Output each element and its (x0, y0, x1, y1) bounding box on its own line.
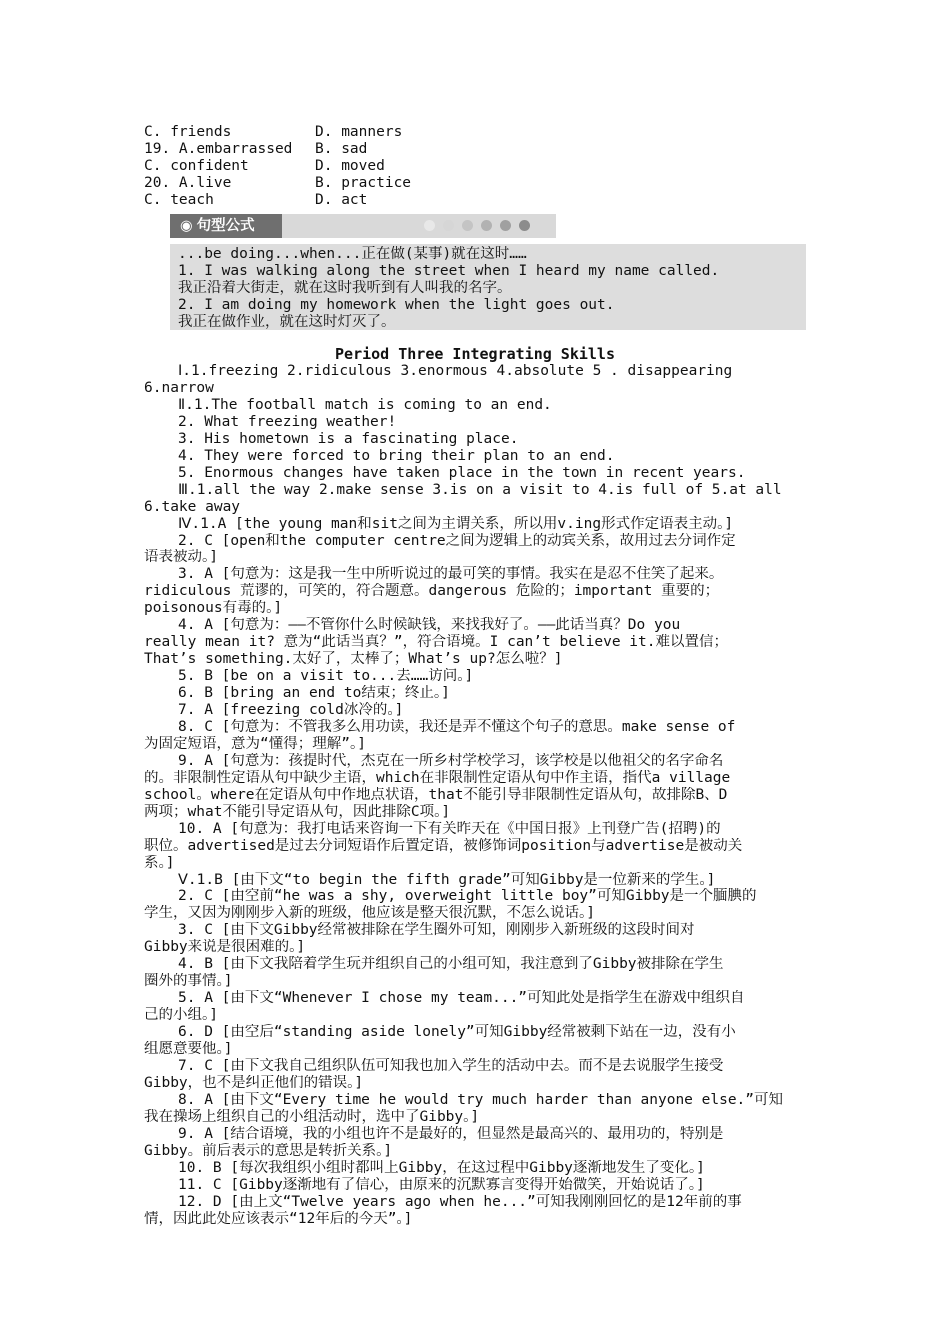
answer-line: ridiculous 荒谬的，可笑的，符合题意。dangerous 危险的；important 重要的； (144, 583, 720, 600)
answer-line: 情，因此此处应该表示“12年后的今天”。] (144, 1210, 413, 1227)
option-right: D. act (315, 192, 368, 208)
answer-line: Ⅱ.1.The football match is coming to an end. (178, 396, 552, 413)
dot-icon (500, 220, 511, 231)
answer-line: 11. C [Gibby逐渐地有了信心，由原来的沉默寡言变得开始微笑，开始说话了。] (178, 1176, 705, 1193)
option-left: 20. A.live (144, 175, 232, 191)
option-row (144, 175, 806, 192)
answer-line: 10. A [句意为：我打电话来咨询一下有关昨天在《中国日报》上刊登广告(招聘)的 (178, 820, 721, 837)
answer-line: 己的小组。] (144, 1007, 218, 1024)
pattern-line: 1. I was walking along the street when I heard my name called. (178, 263, 720, 279)
answer-line: 8. A [由下文“Every time he would try much harder than anyone else.”可知 (178, 1091, 784, 1108)
option-right: B. sad (315, 141, 368, 157)
dot-icon (462, 220, 473, 231)
answer-line: Ⅳ.1.A [the young man和sit之间为主谓关系，所以用v.ing形式作定语表主动。] (178, 515, 734, 532)
option-row (144, 141, 806, 158)
option-row (144, 158, 806, 175)
option-right: D. moved (315, 158, 385, 174)
answer-line: 圈外的事情。] (144, 973, 233, 990)
pattern-line: 我正在做作业，就在这时灯灭了。 (178, 314, 396, 330)
answer-line: poisonous有毒的。] (144, 600, 283, 617)
answer-line: 学生，又因为刚刚步入新的班级，他应该是整天很沉默，不怎么说话。] (144, 905, 595, 922)
answer-line: 7. A [freezing cold冰冷的。] (178, 702, 404, 718)
pattern-banner (170, 214, 556, 238)
option-row (144, 192, 806, 209)
answer-line: 6.take away (144, 498, 241, 515)
dot-icon (519, 220, 530, 231)
answer-line: 组愿意要他。] (144, 1041, 233, 1057)
answer-line: Gibby，也不是纠正他们的错误。] (144, 1074, 364, 1091)
answer-line: really mean it? 意为“此话当真？”，符合语境。I can’t believe it.难以置信； (144, 634, 728, 651)
answer-line: 5. A [由下文“Whenever I chose my team...”可知此处是指学生在游戏中组织自 (178, 990, 745, 1007)
pattern-line: 我正沿着大街走，就在这时我听到有人叫我的名字。 (178, 280, 512, 296)
answer-line: 12. D [由上文“Twelve years ago when he...”可知我刚刚回忆的是12年前的事 (178, 1193, 742, 1210)
answer-line: Ⅰ.1.freezing 2.ridiculous 3.enormous 4.absolute 5 . disappearing (178, 363, 733, 379)
answer-line: Gibby。前后表示的意思是转折关系。] (144, 1142, 393, 1159)
option-left: C. confident (144, 158, 249, 174)
answer-line: 7. C [由下文我自己组织队伍可知我也加入学生的活动中去。而不是去说服学生接受 (178, 1057, 724, 1074)
answer-line: 6. D [由空后“standing aside lonely”可知Gibby经常被剩下站在一边，没有小 (178, 1024, 736, 1041)
answer-line: 两项；what不能引导定语从句，因此排除C项。] (144, 803, 451, 820)
dot-icon (424, 220, 435, 231)
answer-line: 语表被动。] (144, 549, 218, 566)
answer-line: That’s something.太好了，太棒了；What’s up?怎么啦？] (144, 651, 563, 668)
pattern-banner-title (170, 214, 282, 238)
answer-line: 我在操场上组织自己的小组活动时，选中了Gibby。] (144, 1108, 480, 1125)
answer-line: 的。非限制性定语从句中缺少主语，which在非限制性定语从句中作主语，指代a village (144, 769, 731, 786)
pattern-line: 2. I am doing my homework when the light goes out. (178, 297, 615, 313)
answer-line: 4. A [句意为：——不管你什么时候缺钱，来找我好了。——此话当真？Do you (178, 617, 681, 634)
answer-line: 9. A [句意为：孩提时代，杰克在一所乡村学校学习，该学校是以他祖父的名字命名 (178, 752, 724, 769)
option-right: D. manners (315, 124, 403, 140)
answer-line: school。where在定语从句中作地点状语，that不能引导非限制性定语从句，故排除B、D (144, 786, 728, 803)
answer-line: 9. A [结合语境，我的小组也许不是最好的，但显然是最高兴的、最用功的，特别是 (178, 1125, 724, 1142)
answer-line: Ⅴ.1.B [由下文“to begin the fifth grade”可知Gibby是一位新来的学生。] (178, 871, 716, 888)
answer-line: 4. B [由下文我陪着学生玩并组织自己的小组可知，我注意到了Gibby被排除在学生 (178, 956, 724, 973)
answer-line: 6. B [bring an end to结束；终止。] (178, 685, 450, 702)
dot-icon (443, 220, 454, 231)
circle-bullet-icon: ◉ (180, 218, 193, 234)
answer-line: 2. What freezing weather! (178, 413, 397, 430)
answer-line: 5. B [be on a visit to...去……访问。] (178, 668, 474, 685)
pattern-line: ...be doing...when...正在做(某事)就在这时…… (178, 246, 527, 262)
answer-line: 3. A [句意为：这是我一生中所听说过的最可笑的事情。我实在是忍不住笑了起来。 (178, 566, 724, 583)
answer-line: 8. C [句意为：不管我多么用功读，我还是弄不懂这个句子的意思。make sense of (178, 718, 736, 735)
answer-line: 系。] (144, 854, 175, 871)
option-left: C. teach (144, 192, 214, 208)
answer-line: 3. C [由下文Gibby经常被排除在学生圈外可知，刚刚步入新班级的这段时间对 (178, 922, 695, 939)
dot-icon (481, 220, 492, 231)
answer-line: 2. C [由空前“he was a shy, overweight little boy”可知Gibby是一个腼腆的 (178, 888, 757, 905)
answer-line: 3. His hometown is a fascinating place. (178, 430, 519, 447)
option-row (144, 124, 806, 141)
answer-line: 6.narrow (144, 379, 214, 396)
pattern-title: 句型公式 (196, 218, 255, 234)
answer-line: Gibby来说是很困难的。] (144, 939, 306, 956)
option-right: B. practice (315, 175, 412, 191)
answer-line: Ⅲ.1.all the way 2.make sense 3.is on a visit to 4.is full of 5.at all (178, 481, 782, 498)
option-left: C. friends (144, 124, 232, 140)
answer-line: 5. Enormous changes have taken place in the town in recent years. (178, 464, 746, 481)
answer-line: 10. B [每次我组织小组时都叫上Gibby，在这过程中Gibby逐渐地发生了变化。] (178, 1159, 705, 1176)
answer-line: 职位。advertised是过去分词短语作后置定语，被修饰词position与advertise是被动关 (144, 837, 743, 854)
answer-line: 2. C [open和the computer centre之间为逻辑上的动宾关系，故用过去分词作定 (178, 532, 736, 549)
answer-line: 4. They were forced to bring their plan to an end. (178, 447, 615, 464)
period-title: Period Three Integrating Skills (335, 345, 615, 363)
answer-line: 为固定短语，意为“懂得；理解”。] (144, 735, 366, 752)
decorative-dots (424, 220, 538, 232)
option-left: 19. A.embarrassed (144, 141, 293, 157)
